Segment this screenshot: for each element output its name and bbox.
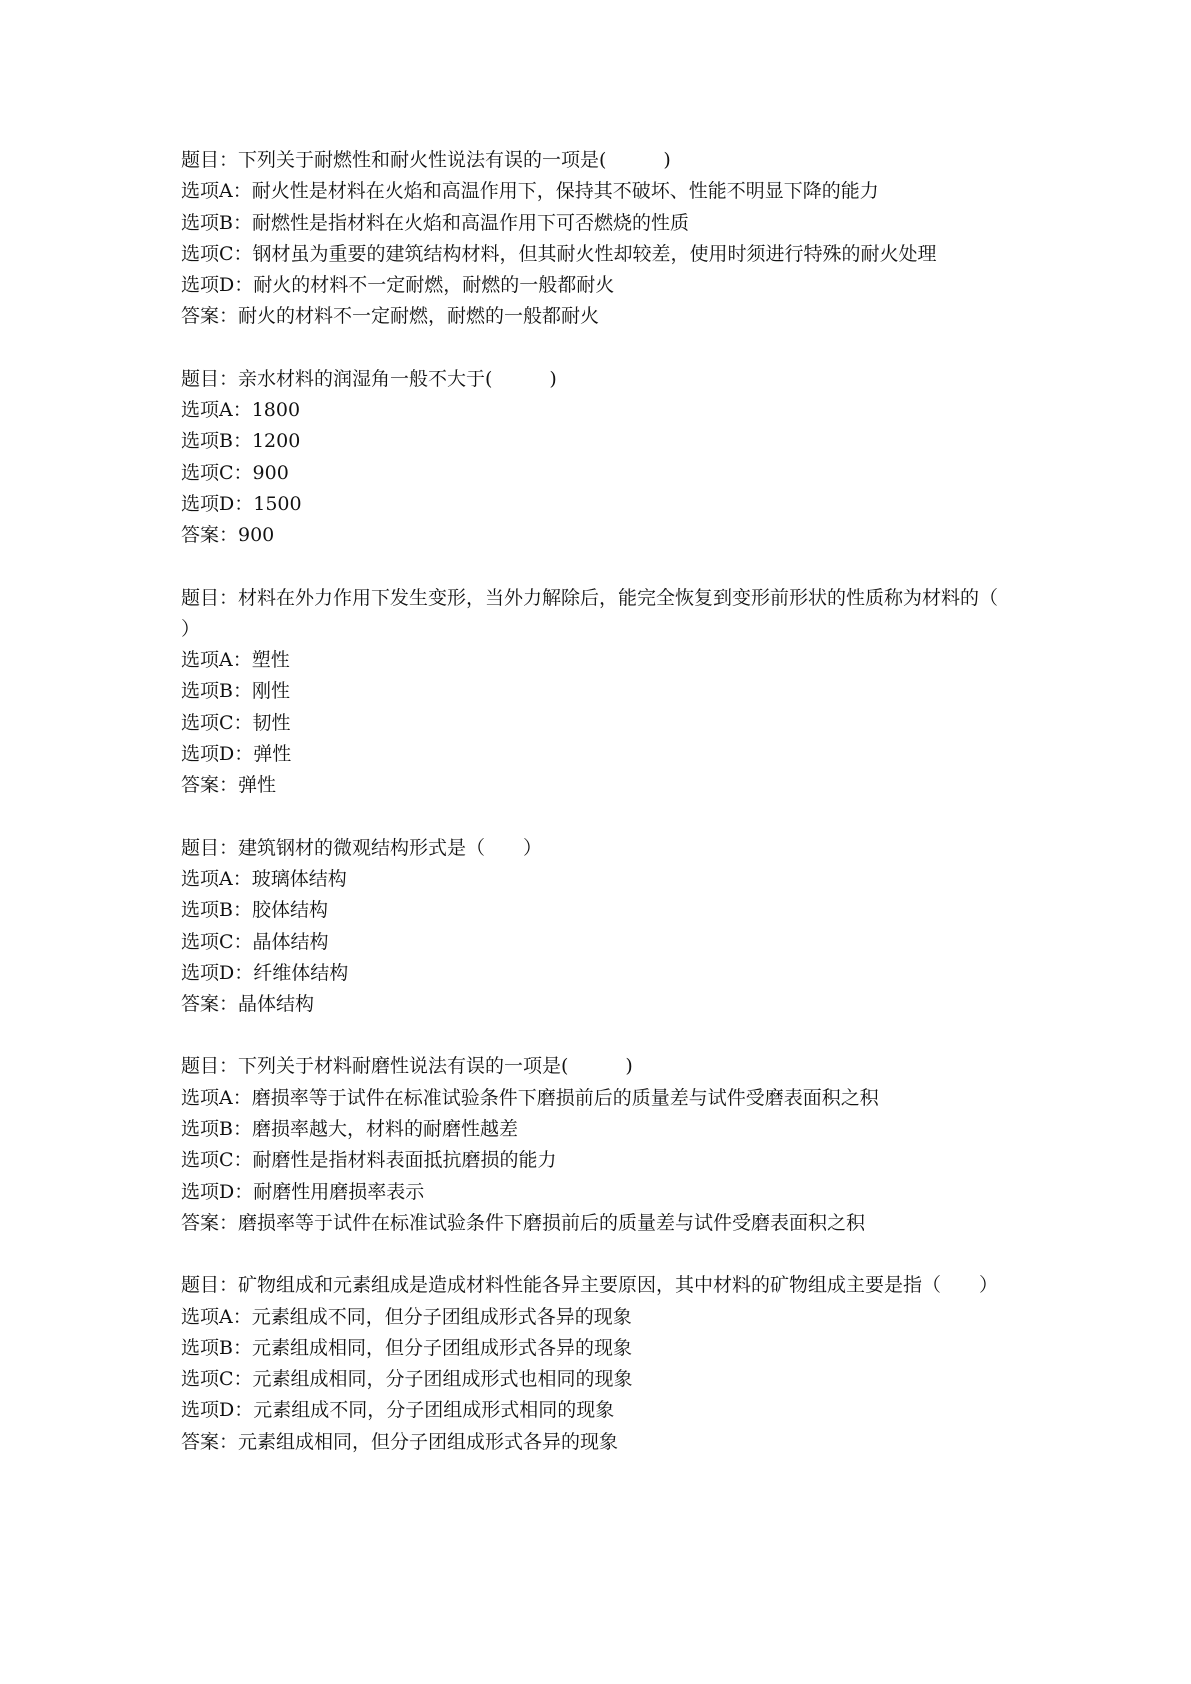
question-title: 题目：矿物组成和元素组成是造成材料性能各异主要原因，其中材料的矿物组成主要是指（ ） bbox=[181, 1274, 999, 1297]
option-a: 选项A：1800 bbox=[181, 399, 301, 422]
option-b: 选项B：耐燃性是指材料在火焰和高温作用下可否燃烧的性质 bbox=[181, 211, 689, 234]
document-page bbox=[181, 145, 1056, 1489]
question-block bbox=[181, 145, 1021, 333]
option-b: 选项B：磨损率越大，材料的耐磨性越差 bbox=[181, 1118, 518, 1141]
option-c: 选项C：钢材虽为重要的建筑结构材料，但其耐火性却较差，使用时须进行特殊的耐火处理 bbox=[181, 242, 937, 265]
option-d: 选项D：耐火的材料不一定耐燃，耐燃的一般都耐火 bbox=[181, 274, 615, 297]
option-c: 选项C：韧性 bbox=[181, 711, 291, 734]
option-c: 选项C：耐磨性是指材料表面抵抗磨损的能力 bbox=[181, 1149, 557, 1172]
answer: 答案：元素组成相同，但分子团组成形式各异的现象 bbox=[181, 1430, 619, 1453]
question-title: 题目：下列关于材料耐磨性说法有误的一项是( ) bbox=[181, 1055, 633, 1078]
question-title: 题目：材料在外力作用下发生变形，当外力解除后，能完全恢复到变形前形状的性质称为材料的（ ） bbox=[181, 586, 1056, 640]
question-block bbox=[181, 833, 1021, 1021]
option-a: 选项A：塑性 bbox=[181, 649, 290, 672]
option-b: 选项B：胶体结构 bbox=[181, 899, 328, 922]
answer: 答案：弹性 bbox=[181, 774, 277, 797]
question-title: 题目：下列关于耐燃性和耐火性说法有误的一项是( ) bbox=[181, 149, 671, 171]
option-a: 选项A：玻璃体结构 bbox=[181, 867, 347, 890]
option-c: 选项C：晶体结构 bbox=[181, 930, 329, 953]
answer: 答案：晶体结构 bbox=[181, 993, 315, 1016]
option-d: 选项D：耐磨性用磨损率表示 bbox=[181, 1180, 425, 1203]
option-a: 选项A：耐火性是材料在火焰和高温作用下，保持其不破坏、性能不明显下降的能力 bbox=[181, 180, 879, 203]
question-block bbox=[181, 364, 1021, 552]
option-b: 选项B：元素组成相同，但分子团组成形式各异的现象 bbox=[181, 1336, 632, 1359]
question-block bbox=[181, 583, 1056, 802]
option-d: 选项D：1500 bbox=[181, 492, 302, 515]
question-title: 题目：亲水材料的润湿角一般不大于( ) bbox=[181, 367, 557, 390]
answer: 答案：磨损率等于试件在标准试验条件下磨损前后的质量差与试件受磨表面积之积 bbox=[181, 1211, 866, 1234]
option-d: 选项D：纤维体结构 bbox=[181, 961, 349, 984]
question-block bbox=[181, 1051, 1021, 1239]
option-d: 选项D：弹性 bbox=[181, 743, 292, 766]
option-c: 选项C：元素组成相同，分子团组成形式也相同的现象 bbox=[181, 1368, 633, 1391]
answer: 答案：900 bbox=[181, 524, 275, 547]
answer: 答案：耐火的材料不一定耐燃，耐燃的一般都耐火 bbox=[181, 305, 600, 328]
question-block bbox=[181, 1270, 1021, 1458]
option-a: 选项A：元素组成不同，但分子团组成形式各异的现象 bbox=[181, 1305, 632, 1328]
option-d: 选项D：元素组成不同，分子团组成形式相同的现象 bbox=[181, 1399, 615, 1422]
question-title: 题目：建筑钢材的微观结构形式是（ ） bbox=[181, 836, 543, 859]
option-b: 选项B：刚性 bbox=[181, 680, 290, 703]
option-b: 选项B：1200 bbox=[181, 430, 301, 453]
option-a: 选项A：磨损率等于试件在标准试验条件下磨损前后的质量差与试件受磨表面积之积 bbox=[181, 1086, 879, 1109]
option-c: 选项C：900 bbox=[181, 461, 289, 484]
